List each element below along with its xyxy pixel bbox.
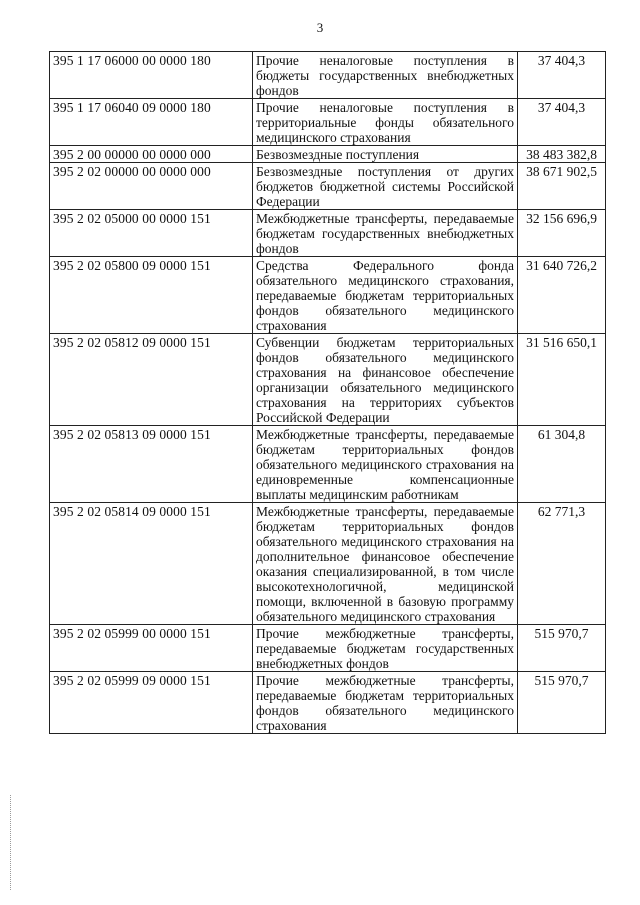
revenue-name-cell: Безвозмездные поступления	[253, 146, 518, 163]
page-number: 3	[316, 20, 324, 35]
binding-margin-marks	[10, 795, 13, 890]
amount-cell: 38 483 382,8	[518, 146, 606, 163]
amount-cell: 37 404,3	[518, 99, 606, 146]
amount-cell: 37 404,3	[518, 52, 606, 99]
revenue-name-cell: Межбюджетные трансферты, передаваемые бюджетам территориальных фондов обязательного медицинского страхования на единовременные компенсационные выплаты медицинским работникам	[253, 426, 518, 503]
revenue-name-cell: Субвенции бюджетам территориальных фондов обязательного медицинского страхования на финансовое обеспечение организации обязательного медицинского страхования на территориях субъектов Российской Федерации	[253, 334, 518, 426]
amount-cell: 38 671 902,5	[518, 163, 606, 210]
revenue-name-cell: Средства Федерального фонда обязательного медицинского страхования, передаваемые бюджетам территориальных фондов обязательного медицинского страхования	[253, 257, 518, 334]
table-row	[50, 210, 606, 257]
table-row	[50, 257, 606, 334]
amount-cell: 31 516 650,1	[518, 334, 606, 426]
revenue-name-cell: Межбюджетные трансферты, передаваемые бюджетам территориальных фондов обязательного медицинского страхования на дополнительное финансовое обеспечение оказания специализированной, в том числе высокотехнологичной, медицинской помощи, включенной в базовую программу обязательного медицинского страхования	[253, 503, 518, 625]
budget-code-cell: 395 2 02 05812 09 0000 151	[50, 334, 253, 426]
budget-code-cell: 395 2 02 05800 09 0000 151	[50, 257, 253, 334]
budget-code-cell: 395 1 17 06000 00 0000 180	[50, 52, 253, 99]
revenue-name-cell: Прочие межбюджетные трансферты, передаваемые бюджетам государственных внебюджетных фондов	[253, 625, 518, 672]
budget-code-cell: 395 2 02 05813 09 0000 151	[50, 426, 253, 503]
budget-code-cell: 395 2 02 05814 09 0000 151	[50, 503, 253, 625]
table-row	[50, 334, 606, 426]
amount-cell: 515 970,7	[518, 625, 606, 672]
amount-cell: 62 771,3	[518, 503, 606, 625]
table-row	[50, 625, 606, 672]
budget-code-cell: 395 2 02 05999 00 0000 151	[50, 625, 253, 672]
table-row	[50, 146, 606, 163]
table-row	[50, 99, 606, 146]
amount-cell: 61 304,8	[518, 426, 606, 503]
table-row	[50, 426, 606, 503]
budget-code-cell: 395 2 02 05000 00 0000 151	[50, 210, 253, 257]
budget-code-cell: 395 2 00 00000 00 0000 000	[50, 146, 253, 163]
revenue-name-cell: Прочие межбюджетные трансферты, передаваемые бюджетам территориальных фондов обязательного медицинского страхования	[253, 672, 518, 734]
table-row	[50, 503, 606, 625]
revenue-table	[49, 51, 606, 734]
table-row	[50, 52, 606, 99]
amount-cell: 515 970,7	[518, 672, 606, 734]
table-row	[50, 672, 606, 734]
table-row	[50, 163, 606, 210]
amount-cell: 31 640 726,2	[518, 257, 606, 334]
revenue-name-cell: Прочие неналоговые поступления в территориальные фонды обязательного медицинского страхования	[253, 99, 518, 146]
budget-code-cell: 395 2 02 00000 00 0000 000	[50, 163, 253, 210]
revenue-name-cell: Прочие неналоговые поступления в бюджеты государственных внебюджетных фондов	[253, 52, 518, 99]
revenue-name-cell: Безвозмездные поступления от других бюджетов бюджетной системы Российской Федерации	[253, 163, 518, 210]
budget-code-cell: 395 2 02 05999 09 0000 151	[50, 672, 253, 734]
revenue-name-cell: Межбюджетные трансферты, передаваемые бюджетам государственных внебюджетных фондов	[253, 210, 518, 257]
amount-cell: 32 156 696,9	[518, 210, 606, 257]
budget-code-cell: 395 1 17 06040 09 0000 180	[50, 99, 253, 146]
